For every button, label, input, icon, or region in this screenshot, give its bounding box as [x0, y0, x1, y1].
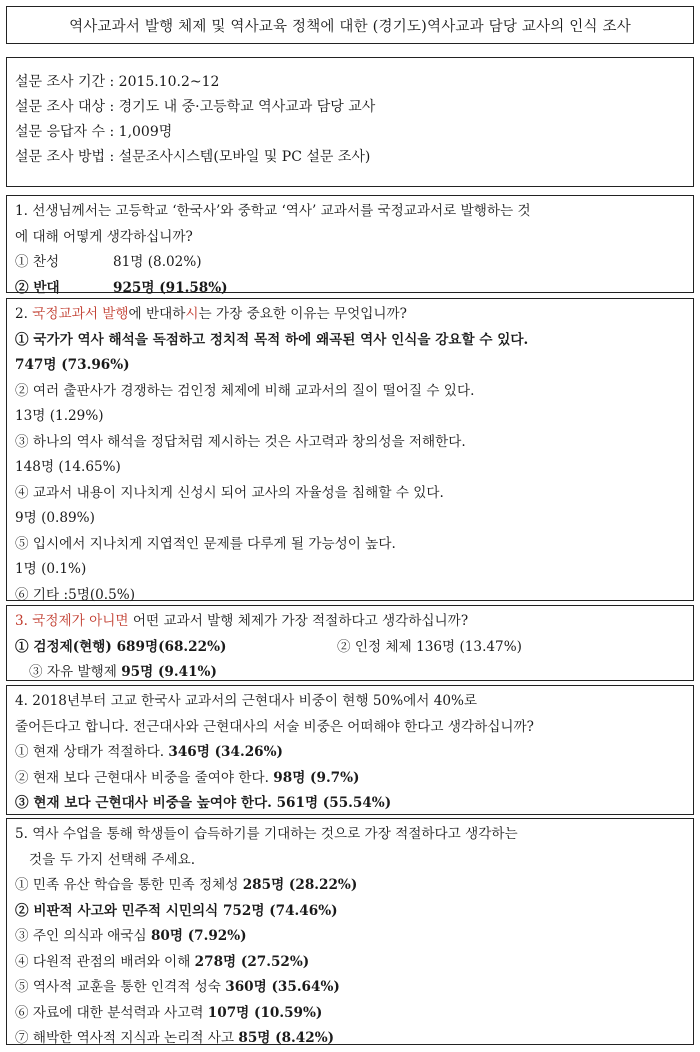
q2-option-5-count: 1명 (0.1%)	[15, 561, 87, 577]
q5-option-5-label: ⑤ 역사적 교훈을 통한 인격적 성숙	[15, 979, 226, 995]
q2-option-2-text: ② 여러 출판사가 경쟁하는 검인정 체제에 비해 교과서의 질이 떨어질 수 있다.	[15, 382, 475, 399]
q4-option-1	[15, 740, 685, 766]
q3-options-row	[15, 635, 685, 661]
q5-option-5	[15, 975, 685, 1001]
q5-option-4	[15, 950, 685, 976]
q1-option-2-count: 925명 (91.58%)	[113, 279, 228, 296]
q3-option-1: ① 검정제(현행) 689명(68.22%)	[15, 638, 227, 655]
survey-target: 설문 조사 대상 : 경기도 내 중·고등학교 역사교과 담당 교사	[15, 99, 376, 115]
q5-option-5-count: 360명 (35.64%)	[225, 979, 340, 995]
survey-period: 설문 조사 기간 : 2015.10.2~12	[15, 74, 220, 90]
title-box	[6, 6, 694, 44]
q2-option-6-text: ⑥ 기타 :5명(0.5%)	[15, 586, 136, 603]
q5-option-3-count: 80명 (7.92%)	[150, 928, 247, 944]
q3-option-3-label: ③ 자유 발행제	[29, 664, 122, 680]
q3-option-3	[15, 660, 685, 686]
q4-option-1-count: 346명 (34.26%)	[168, 744, 283, 760]
q1-option-1	[15, 250, 685, 276]
q3-highlight: 3. 국정제가 아니면	[15, 613, 129, 629]
q4-option-3-label: ③ 현재 보다 근현대사 비중을 높여야 한다.	[15, 795, 277, 811]
q4-option-3	[15, 791, 685, 817]
question-5-box	[6, 818, 694, 1045]
question-3-box	[6, 605, 694, 681]
q5-option-2-label: ② 비판적 사고와 민주적 시민의식	[15, 902, 223, 919]
q2-option-3-text: ③ 하나의 역사 해석을 정답처럼 제시하는 것은 사고력과 창의성을 저해한다.	[15, 433, 466, 450]
q5-option-2-count: 752명 (74.46%)	[222, 902, 338, 919]
q5-option-6-label: ⑥ 자료에 대한 분석력과 사고력	[15, 1004, 208, 1021]
q5-option-1	[15, 873, 685, 899]
q5-option-4-count: 278명 (27.52%)	[194, 953, 310, 970]
q5-option-2	[15, 899, 685, 925]
q5-option-4-label: ④ 다원적 관점의 배려와 이해	[15, 953, 195, 970]
question-1-box	[6, 195, 694, 296]
q3-option-2: ② 인정 체제 136명 (13.47%)	[337, 638, 522, 655]
question-2-box	[6, 298, 694, 601]
q2-mid: 에 반대하	[128, 306, 186, 322]
q5-option-7-count: 85명 (8.42%)	[238, 1030, 335, 1046]
survey-info-box	[6, 57, 694, 187]
q2-option-1-count: 747명 (73.96%)	[15, 357, 130, 373]
q5-option-7-label: ⑦ 해박한 역사적 지식과 논리적 사고	[15, 1030, 239, 1046]
q1-question-line2: 에 대해 어떻게 생각하십니까?	[15, 228, 193, 245]
q4-option-2	[15, 766, 685, 792]
q4-option-1-label: ① 현재 상태가 적절하다.	[15, 744, 169, 760]
q5-option-6	[15, 1001, 685, 1027]
q2-option-3-count: 148명 (14.65%)	[15, 459, 121, 475]
q4-question-line1: 4. 2018년부터 고교 한국사 교과서의 근현대사 비중이 현행 50%에서 40%로	[15, 693, 478, 709]
q4-question-line2: 줄어든다고 합니다. 전근대사와 근현대사의 서술 비중은 어떠해야 한다고 생각하십니까?	[15, 718, 534, 735]
q5-option-7	[15, 1026, 685, 1052]
q3-option-3-count: 95명 (9.41%)	[121, 664, 217, 680]
q4-option-3-count: 561명 (55.54%)	[276, 795, 392, 811]
survey-method: 설문 조사 방법 : 설문조사시스템(모바일 및 PC 설문 조사)	[15, 149, 371, 165]
page-title: 역사교과서 발행 체제 및 역사교육 정책에 대한 (경기도)역사교과 담당 교사의 인식 조사	[69, 18, 631, 35]
q2-option-1-text: ① 국가가 역사 해석을 독점하고 정치적 목적 하에 왜곡된 역사 인식을 강요할 수 있다.	[15, 331, 529, 348]
q5-option-3	[15, 924, 685, 950]
q4-option-2-label: ② 현재 보다 근현대사 비중을 줄여야 한다.	[15, 769, 274, 786]
question-4-box	[6, 685, 694, 815]
q2-option-4-text: ④ 교과서 내용이 지나치게 신성시 되어 교사의 자율성을 침해할 수 있다.	[15, 484, 444, 501]
q2-option-4-count: 9명 (0.89%)	[15, 510, 95, 526]
q2-highlight-1: 국정교과서 발행	[32, 306, 129, 322]
q5-question-line2: 것을 두 가지 선택해 주세요.	[29, 851, 196, 868]
q5-option-6-count: 107명 (10.59%)	[207, 1004, 323, 1021]
q4-option-2-count: 98명 (9.7%)	[273, 769, 360, 786]
q5-option-3-label: ③ 주인 의식과 애국심	[15, 928, 151, 944]
q1-option-1-label: ① 찬성	[15, 254, 60, 270]
q1-question-line1: 1. 선생님께서는 고등학교 ‘한국사’와 중학교 ‘역사’ 교과서를 국정교과서로 발행하는 것	[15, 203, 531, 219]
q2-prefix: 2.	[15, 306, 33, 322]
q2-question	[15, 302, 685, 328]
q3-suffix: 어떤 교과서 발행 체제가 가장 적절하다고 생각하십니까?	[128, 613, 469, 629]
q2-option-2-count: 13명 (1.29%)	[15, 408, 104, 424]
q1-option-1-count: 81명 (8.02%)	[113, 254, 202, 270]
q2-option-5-text: ⑤ 입시에서 지나치게 지엽적인 문제를 다루게 될 가능성이 높다.	[15, 535, 396, 552]
q2-suffix: 는 가장 중요한 이유는 무엇입니까?	[198, 306, 407, 322]
q3-question	[15, 609, 685, 635]
q2-highlight-2: 시	[185, 306, 199, 322]
q5-question-line1: 5. 역사 수업을 통해 학생들이 습득하기를 기대하는 것으로 가장 적절하다고 생각하는	[15, 826, 518, 842]
q5-option-1-count: 285명 (28.22%)	[242, 877, 358, 893]
q5-option-1-label: ① 민족 유산 학습을 통한 민족 정체성	[15, 877, 243, 893]
survey-respondents: 설문 응답자 수 : 1,009명	[15, 124, 173, 140]
q1-option-2-label: ② 반대	[15, 279, 60, 296]
